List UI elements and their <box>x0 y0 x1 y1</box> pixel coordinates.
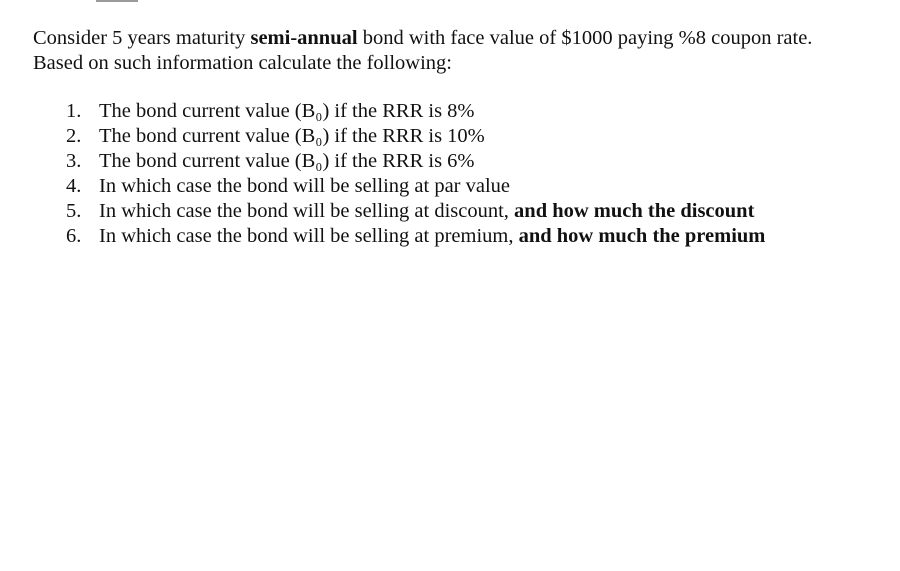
list-item <box>33 174 883 199</box>
problem-intro <box>33 26 883 76</box>
question-list <box>33 99 883 249</box>
item-text: The bond current value (B₀) if the RRR is 10% <box>99 125 485 147</box>
document-body <box>33 26 883 249</box>
item-number: 2. <box>66 125 82 147</box>
intro-text-end: bond with face value of $1000 paying %8 coupon rate. <box>357 27 813 49</box>
item-number: 6. <box>66 225 82 247</box>
item-number: 3. <box>66 150 82 172</box>
intro-instruction: Based on such information calculate the following: <box>33 52 452 74</box>
item-text: In which case the bond will be selling at premium, <box>99 225 519 247</box>
item-text: In which case the bond will be selling at discount, <box>99 200 515 222</box>
item-number: 1. <box>66 100 82 122</box>
item-number: 4. <box>66 175 82 197</box>
list-item <box>33 99 883 124</box>
list-item <box>33 199 883 224</box>
item-text: In which case the bond will be selling at par value <box>99 175 511 197</box>
item-text: The bond current value (B₀) if the RRR is 6% <box>99 150 475 172</box>
item-text: The bond current value (B₀) if the RRR is 8% <box>99 100 475 122</box>
item-bold-text: and how much the discount <box>514 200 755 222</box>
intro-bold-term: semi-annual <box>250 27 358 49</box>
intro-text-start: Consider 5 years maturity <box>33 27 251 49</box>
list-item <box>33 124 883 149</box>
list-item <box>33 149 883 174</box>
item-number: 5. <box>66 200 82 222</box>
item-bold-text: and how much the premium <box>518 225 766 247</box>
list-item <box>33 224 883 249</box>
top-edge-mark <box>96 0 138 2</box>
